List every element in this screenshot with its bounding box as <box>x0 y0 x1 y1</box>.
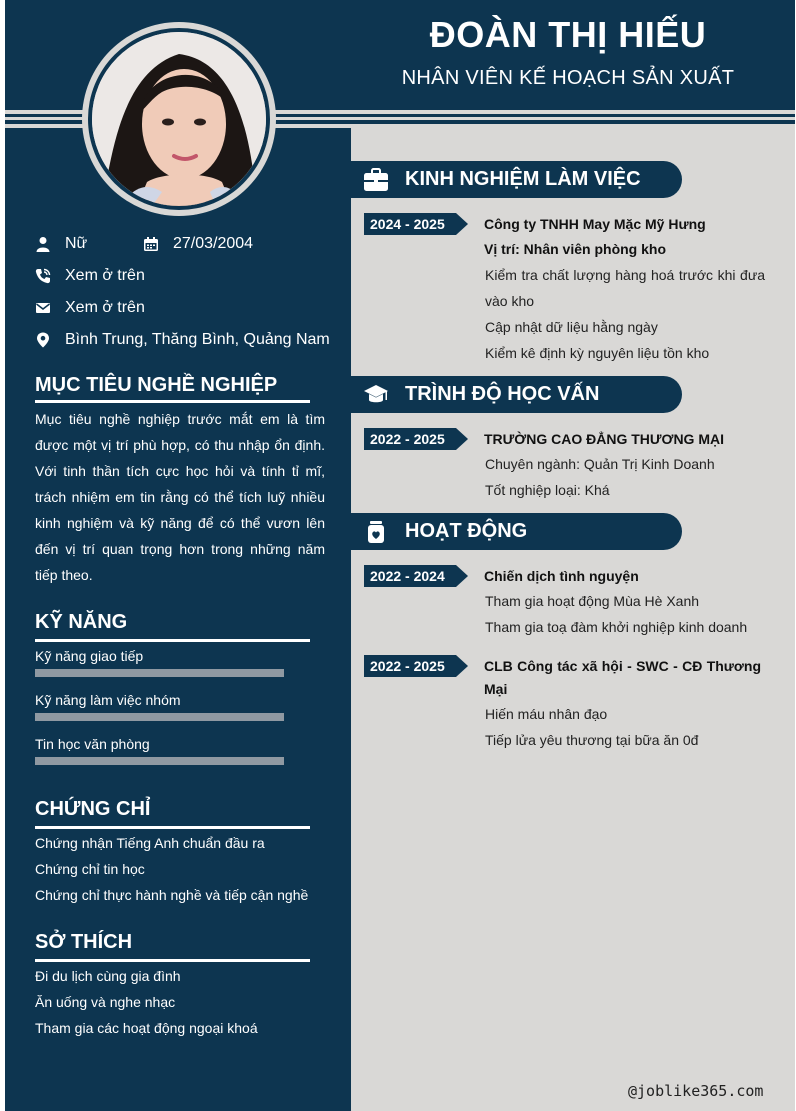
skill-bar <box>35 757 284 765</box>
experience-position: Vị trí: Nhân viên phòng kho <box>484 241 666 257</box>
certificates-underline <box>35 826 310 829</box>
activity-title: CLB Công tác xã hội - SWC - CĐ Thương Mại <box>484 658 761 697</box>
activity-line: Tiếp lửa yêu thương tại bữa ăn 0đ <box>485 732 699 748</box>
activity-line: Tham gia hoạt động Mùa Hè Xanh <box>485 593 700 609</box>
email-text: Xem ở trên <box>65 299 145 316</box>
skill-bar-fill <box>35 669 284 677</box>
hobby-item: Tham gia các hoạt động ngoại khoá <box>35 1020 258 1036</box>
education-date-tag <box>364 428 468 450</box>
skills-underline <box>35 639 310 642</box>
skill-bar-fill <box>35 713 284 721</box>
skill-label: Kỹ năng làm việc nhóm <box>35 692 181 708</box>
education-date: 2022 - 2025 <box>370 431 445 447</box>
hobby-item: Ăn uống và nghe nhạc <box>35 994 176 1010</box>
certificate-item: Chứng chỉ thực hành nghề và tiếp cận nghề <box>35 887 309 903</box>
experience-date: 2024 - 2025 <box>370 216 445 232</box>
experience-line: Cập nhật dữ liệu hằng ngày <box>485 319 658 335</box>
activity-line: Hiến máu nhân đạo <box>485 706 608 722</box>
experience-date-tag <box>364 213 468 235</box>
avatar <box>92 32 266 206</box>
education-section-header <box>351 376 682 413</box>
certificate-item: Chứng nhận Tiếng Anh chuẩn đầu ra <box>35 835 265 851</box>
cv-page <box>5 0 795 1111</box>
education-heading: TRÌNH ĐỘ HỌC VẤN <box>405 383 600 405</box>
phone-text: Xem ở trên <box>65 267 145 284</box>
objective-heading: MỤC TIÊU NGHỀ NGHIỆP <box>35 374 278 396</box>
hobbies-heading: SỞ THÍCH <box>35 931 133 953</box>
activity-date-tag <box>364 655 468 677</box>
activity-date-tag <box>364 565 468 587</box>
phone-icon <box>35 268 51 284</box>
certificate-item: Chứng chỉ tin học <box>35 861 145 877</box>
activity-title: Chiến dịch tình nguyện <box>484 568 639 584</box>
education-line: Chuyên ngành: Quản Trị Kinh Doanh <box>485 456 715 472</box>
activities-section-header <box>351 513 682 550</box>
user-icon <box>35 236 51 252</box>
activity-date: 2022 - 2025 <box>370 658 445 674</box>
skill-label: Kỹ năng giao tiếp <box>35 648 144 664</box>
calendar-icon <box>143 236 159 252</box>
education-school: TRƯỜNG CAO ĐẲNG THƯƠNG MẠI <box>484 431 724 447</box>
watermark: @joblike365.com <box>628 1082 764 1100</box>
skill-bar <box>35 713 284 721</box>
location-pin-icon <box>35 332 51 348</box>
skill-label: Tin học văn phòng <box>35 736 150 752</box>
activities-heading: HOẠT ĐỘNG <box>405 520 528 542</box>
job-title: NHÂN VIÊN KẾ HOẠCH SẢN XUẤT <box>401 67 735 89</box>
gender-text: Nữ <box>65 235 88 252</box>
education-line: Tốt nghiệp loại: Khá <box>485 482 610 498</box>
activity-line: Tham gia toạ đàm khởi nghiệp kinh doanh <box>485 619 748 635</box>
certificates-heading: CHỨNG CHỈ <box>35 798 151 820</box>
experience-line: Kiểm tra chất lượng hàng hoá trước khi đưa vào kho <box>485 267 765 309</box>
heart-jar-icon <box>363 519 389 545</box>
envelope-icon <box>35 300 51 316</box>
objective-underline <box>35 400 310 403</box>
experience-line: Kiểm kê định kỳ nguyên liệu tồn kho <box>485 345 710 361</box>
briefcase-icon <box>363 167 389 193</box>
experience-section-header <box>351 161 682 198</box>
experience-heading: KINH NGHIỆM LÀM VIỆC <box>405 168 641 190</box>
hobby-item: Đi du lịch cùng gia đình <box>35 968 181 984</box>
birthday-text: 27/03/2004 <box>173 235 254 252</box>
address-text: Bình Trung, Thăng Bình, Quảng Nam <box>65 331 330 348</box>
objective-text: Mục tiêu nghề nghiệp trước mắt em là tìm được một vị trí phù hợp, có thu nhập ổn định. Với tinh thần tích cực học hỏi và tính tỉ mĩ, trách nhiệm em tin rằng có thể tích luỹ nhiều kinh nghiệm và kỹ năng để có thể vươn lên đến vị trí quan trọng hơn trong những năm tiếp theo. <box>35 411 325 583</box>
avatar-portrait <box>92 32 266 206</box>
graduation-cap-icon <box>363 382 389 408</box>
skill-bar-fill <box>35 757 284 765</box>
skill-bar <box>35 669 284 677</box>
hobbies-underline <box>35 959 310 962</box>
experience-company: Công ty TNHH May Mặc Mỹ Hưng <box>484 216 706 232</box>
activity-date: 2022 - 2024 <box>370 568 445 584</box>
skills-heading: KỸ NĂNG <box>35 611 128 633</box>
candidate-name: ĐOÀN THỊ HIẾU <box>429 14 707 55</box>
avatar-frame <box>82 22 276 216</box>
